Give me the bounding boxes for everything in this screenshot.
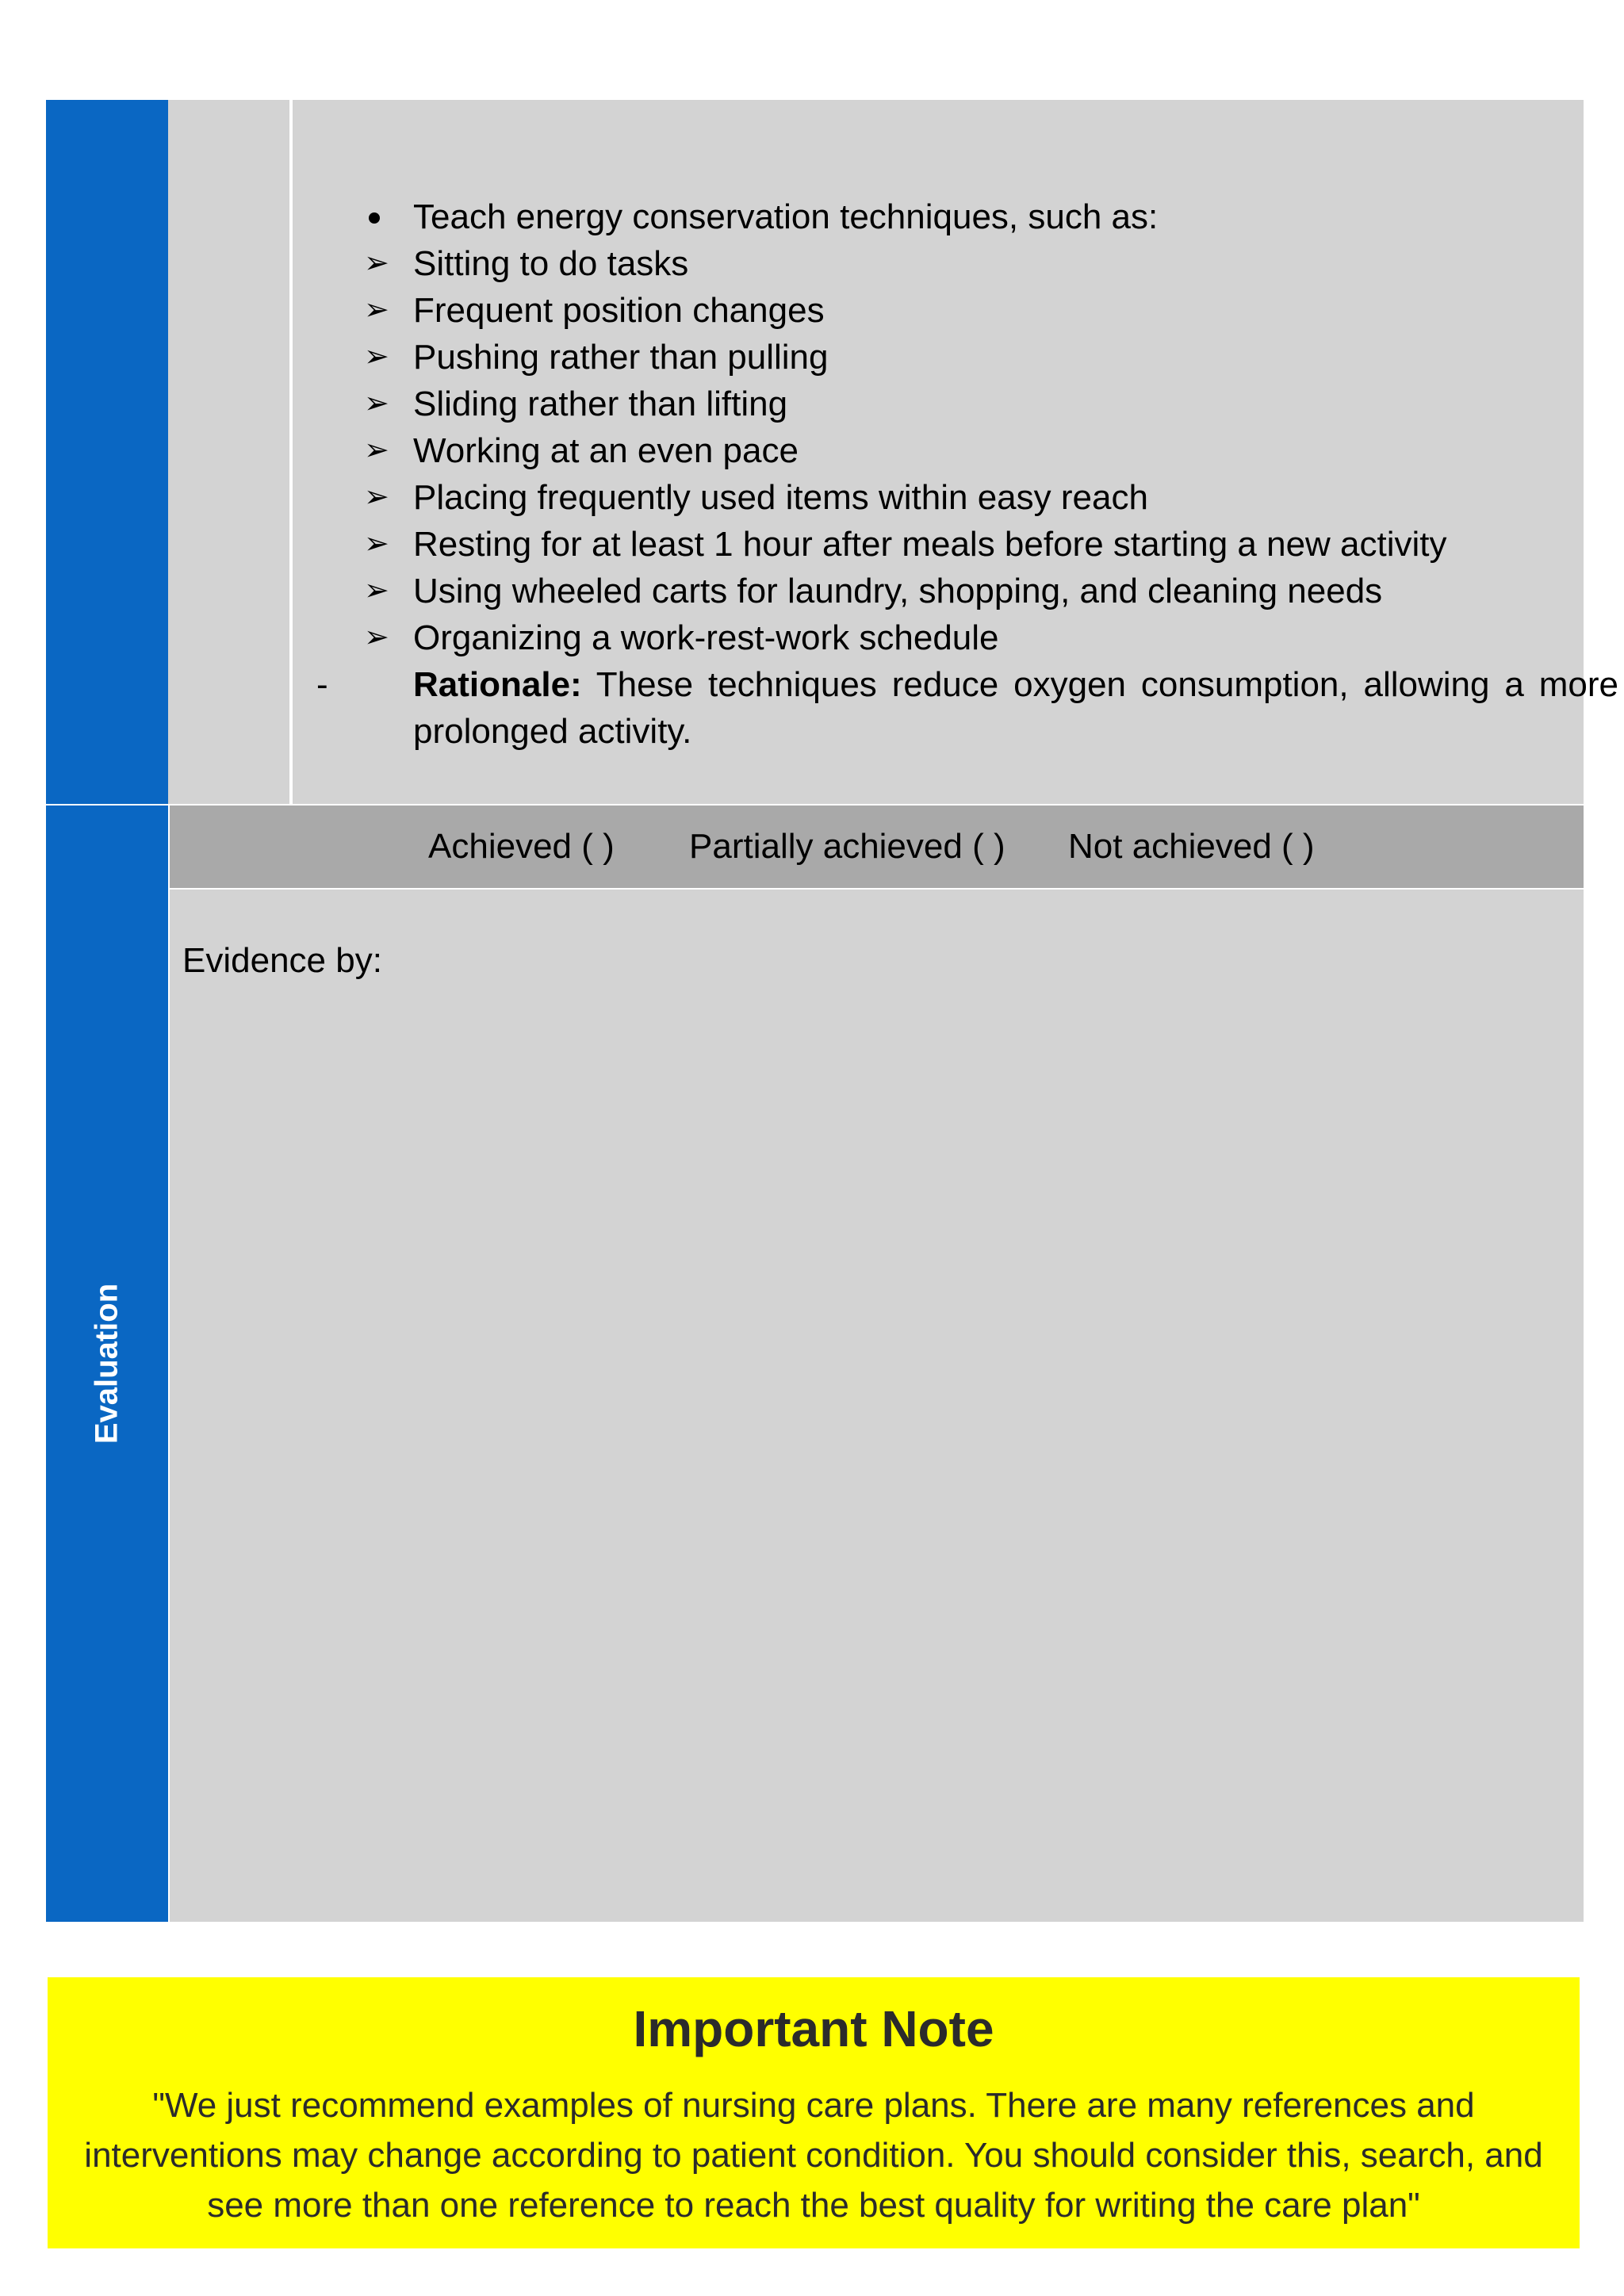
rationale-label: Rationale: xyxy=(413,665,582,704)
arrow-bullet-icon: ➢ xyxy=(364,434,389,467)
list-item-text: Sliding rather than lifting xyxy=(413,385,788,423)
list-item xyxy=(364,614,1569,661)
status-options-bar xyxy=(170,806,1584,888)
important-note-box xyxy=(48,1977,1580,2248)
note-title: Important Note xyxy=(633,2000,994,2057)
list-item-text: Organizing a work-rest-work schedule xyxy=(413,618,999,657)
arrow-bullet-icon: ➢ xyxy=(364,574,389,607)
evaluation-side-bar xyxy=(46,806,168,1922)
section-side-bar xyxy=(46,100,168,804)
rationale-paragraph xyxy=(316,661,1618,755)
note-text: "We just recommend examples of nursing care plans. There are many references and interventions may change according to patient condition. You should consider this, search, and see more than one reference to reach the best quality for writing the care plan" xyxy=(84,2086,1543,2225)
arrow-bullet-icon: ➢ xyxy=(364,621,389,654)
intervention-list xyxy=(364,193,1569,661)
list-item xyxy=(364,287,1569,334)
list-item xyxy=(364,427,1569,474)
list-item xyxy=(364,240,1569,287)
status-achieved: Achieved ( ) xyxy=(428,827,615,866)
status-not-achieved: Not achieved ( ) xyxy=(1068,827,1315,866)
evaluation-label: Evaluation xyxy=(89,1283,124,1445)
arrow-bullet-icon: ➢ xyxy=(364,340,389,373)
list-item xyxy=(364,521,1569,568)
list-item-text: Sitting to do tasks xyxy=(413,244,689,283)
status-partially-achieved: Partially achieved ( ) xyxy=(689,827,1005,866)
list-item xyxy=(364,381,1569,427)
list-item xyxy=(364,474,1569,521)
interventions-cell xyxy=(293,100,1618,804)
arrow-bullet-icon: ➢ xyxy=(364,480,389,514)
dash-marker: - xyxy=(316,665,328,704)
list-item xyxy=(364,568,1569,614)
list-item-text: Resting for at least 1 hour after meals before starting a new activity xyxy=(413,525,1447,564)
evidence-label: Evidence by: xyxy=(182,941,382,980)
empty-column-cell xyxy=(168,100,291,804)
arrow-bullet-icon: ➢ xyxy=(364,387,389,420)
list-item-text: Pushing rather than pulling xyxy=(413,338,829,377)
list-item-text: Working at an even pace xyxy=(413,431,799,470)
list-item-text: Using wheeled carts for laundry, shopping, and cleaning needs xyxy=(413,572,1383,610)
arrow-bullet-icon: ➢ xyxy=(364,527,389,561)
rationale-text: These techniques reduce oxygen consumption, allowing a more prolonged activity. xyxy=(413,665,1618,751)
list-item-text: Frequent position changes xyxy=(413,291,825,330)
list-item xyxy=(364,334,1569,381)
list-item xyxy=(364,193,1569,240)
list-item-text: Placing frequently used items within easy reach xyxy=(413,478,1148,517)
evidence-cell xyxy=(170,890,1584,1922)
list-item-text: Teach energy conservation techniques, such as: xyxy=(413,197,1159,236)
arrow-bullet-icon: ➢ xyxy=(364,293,389,327)
arrow-bullet-icon: ➢ xyxy=(364,247,389,280)
